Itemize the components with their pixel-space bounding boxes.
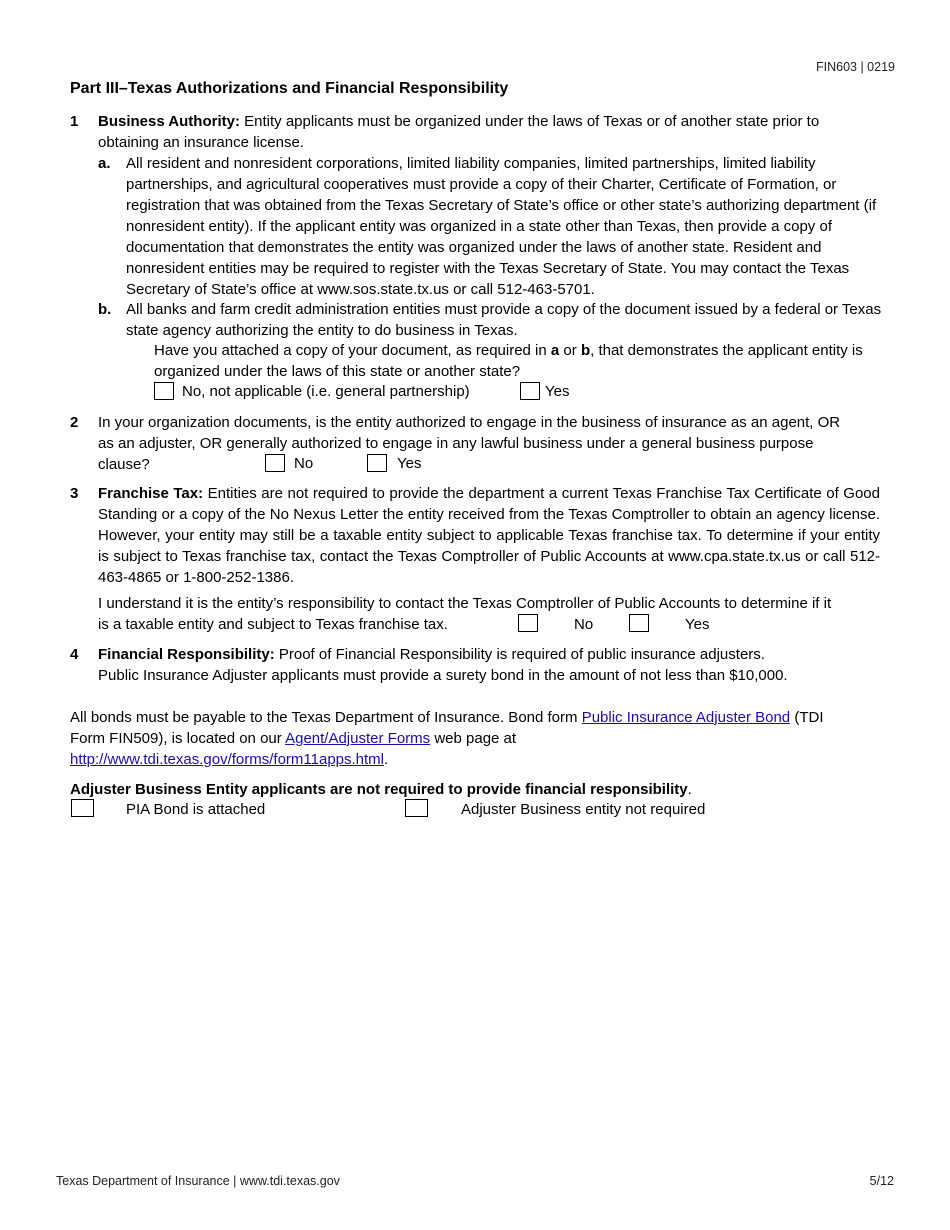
item-1b-marker: b.	[98, 301, 112, 318]
item-1-no-label: No, not applicable (i.e. general partnership)	[182, 383, 470, 400]
item-3-yes-checkbox[interactable]	[629, 614, 649, 632]
item-2-no-checkbox[interactable]	[265, 454, 285, 472]
bonds-pre: All bonds must be payable to the Texas Department of Insurance. Bond form	[70, 709, 582, 726]
item-1-label: Business Authority:	[98, 113, 240, 130]
item-3-no-checkbox[interactable]	[518, 614, 538, 632]
item-3-body: Entities are not required to provide the department a current Texas Franchise Tax Certificate of Good Standing or a copy of the No Nexus Letter the entity received from the Texas Comptroller to obtain an agency license. However, your entity may still be a taxable entity subject to applicable Texas franchise tax. To determine if your entity is subject to Texas franchise tax, contact the Texas Comptroller of Public Accounts at www.cpa.state.tx.us or call 512-463-4865 or 1-800-252-1386.	[98, 485, 880, 586]
item-2-line1: In your organization documents, is the entity authorized to engage in the business of insurance as an agent, OR	[98, 414, 841, 431]
item-1-yes-label: Yes	[545, 383, 570, 400]
item-3-label: Franchise Tax:	[98, 485, 204, 502]
item-4-body: Proof of Financial Responsibility is required of public insurance adjusters.	[274, 646, 765, 663]
adjuster-note	[70, 779, 692, 800]
item-1-text	[98, 111, 858, 153]
adjuster-not-required-label: Adjuster Business entity not required	[461, 801, 706, 818]
item-1a-text: All resident and nonresident corporations, limited liability companies, limited partnerships, limited liability partnerships, and agricultural cooperatives must provide a copy of their Charter, Certificate of Formation, or registration that was obtained from the Texas Secretary of State’s office or other state’s authorizing department (if nonresident entity). If the applicant entity was organized in a state other than Texas, then provide a copy of documentation that demonstrates the entity was organized under the laws of another state. Resident and nonresident entities may be required to register with the Texas Secretary of State. You may contact the Texas Secretary of State’s office at www.sos.state.tx.us or call 512-463-5701.	[126, 155, 877, 298]
bonds-line3	[70, 749, 388, 770]
item-3-number: 3	[70, 485, 79, 502]
item-1-number: 1	[70, 113, 79, 130]
q-b: b	[580, 342, 591, 359]
item-4-number: 4	[70, 646, 79, 663]
pia-bond-label: PIA Bond is attached	[126, 801, 266, 818]
item-2-line2: as an adjuster, OR generally authorized to engage in any lawful business under a general business purpose	[98, 435, 814, 452]
item-1-no-checkbox[interactable]	[154, 382, 174, 400]
item-4-label: Financial Responsibility:	[98, 646, 275, 663]
bonds-line1	[70, 707, 823, 728]
q-post: , that demonstrates the applicant entity is organized under the laws of this state or another state?	[154, 342, 863, 380]
item-3-yes-label: Yes	[685, 616, 710, 633]
part-title: Part III–Texas Authorizations and Financial Responsibility	[70, 80, 509, 97]
pia-bond-link[interactable]: Public Insurance Adjuster Bond	[581, 709, 791, 726]
adjuster-note-bold: Adjuster Business Entity applicants are not required to provide financial responsibility	[70, 781, 688, 798]
item-1a-marker: a.	[98, 155, 111, 172]
item-3-text	[98, 483, 880, 588]
item-2-yes-label: Yes	[397, 455, 422, 472]
item-4-text2: Public Insurance Adjuster applicants must provide a surety bond in the amount of not less than $10,000.	[98, 667, 788, 684]
bonds-end: .	[384, 751, 389, 768]
item-3-ack-line2: is a taxable entity and subject to Texas franchise tax.	[98, 616, 448, 633]
bonds-line2	[70, 728, 516, 749]
item-1-question	[154, 340, 884, 382]
bonds-mid3: web page at	[430, 730, 517, 747]
q-pre: Have you attached a copy of your document, as required in	[154, 342, 551, 359]
item-1-body: Entity applicants must be organized under the laws of Texas or of another state prior to obtaining an insurance license.	[98, 113, 820, 151]
item-3-no-label: No	[574, 616, 594, 633]
pia-bond-checkbox[interactable]	[71, 799, 94, 817]
q-a: a	[550, 342, 560, 359]
agent-adjuster-forms-link[interactable]: Agent/Adjuster Forms	[285, 730, 431, 747]
bonds-mid1: (TDI	[790, 709, 824, 726]
item-2-no-label: No	[294, 455, 314, 472]
footer-agency: Texas Department of Insurance | www.tdi.texas.gov	[56, 1174, 340, 1188]
item-2-number: 2	[70, 414, 79, 431]
bonds-mid2: Form FIN509), is located on our	[70, 730, 286, 747]
forms-url-link[interactable]: http://www.tdi.texas.gov/forms/form11apps.html	[70, 751, 385, 768]
item-1-yes-checkbox[interactable]	[520, 382, 540, 400]
adjuster-not-required-checkbox[interactable]	[405, 799, 428, 817]
adjuster-note-end: .	[687, 781, 692, 798]
item-4-text	[98, 644, 765, 665]
item-1b-text: All banks and farm credit administration entities must provide a copy of the document issued by a federal or Texas state agency authorizing the entity to do business in Texas.	[126, 301, 882, 339]
page-number: 5/12	[869, 1174, 894, 1188]
form-code: FIN603 | 0219	[816, 60, 895, 74]
q-or: or	[559, 342, 581, 359]
item-2-yes-checkbox[interactable]	[367, 454, 387, 472]
item-2-line3: clause?	[98, 456, 150, 473]
item-3-ack-line1: I understand it is the entity’s responsibility to contact the Texas Comptroller of Public Accounts to determine if it	[98, 595, 832, 612]
